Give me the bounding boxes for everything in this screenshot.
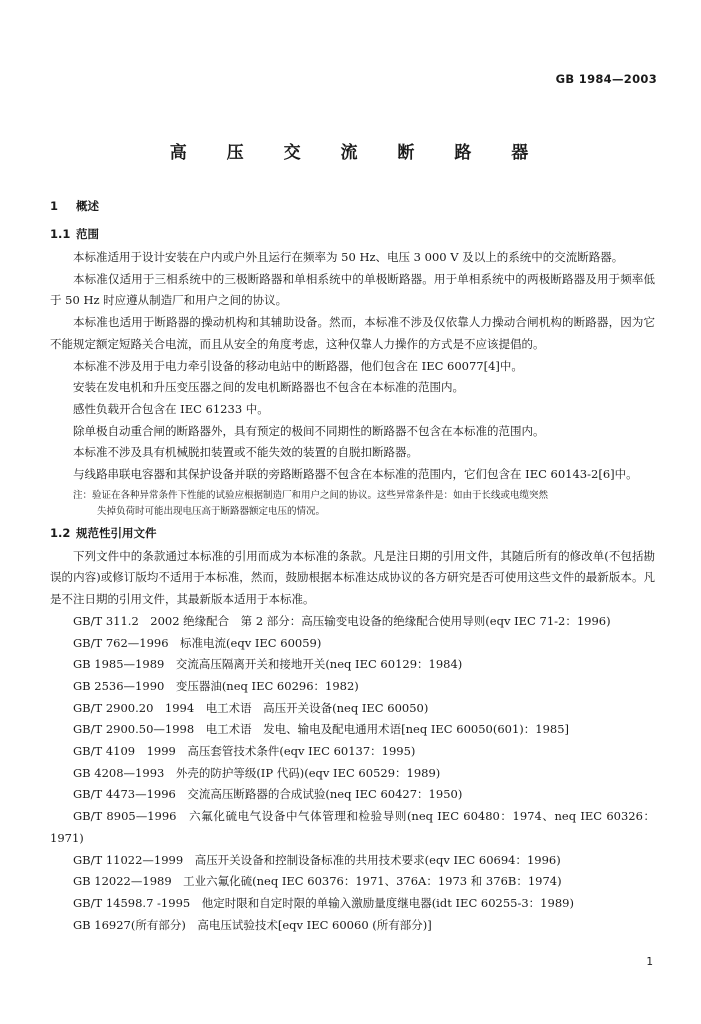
document-body [50, 198, 655, 936]
scope-paragraph: 除单极自动重合闸的断路器外，具有预定的极间不同期性的断路器不包含在本标准的范围内。 [73, 423, 545, 438]
reference-item: GB/T 11022—1999 高压开关设备和控制设备标准的共用技术要求(eqv IEC 60694：1996) [73, 852, 561, 867]
scope-paragraph: 安装在发电机和升压变压器之间的发电机断路器也不包含在本标准的范围内。 [73, 380, 464, 395]
reference-item: GB/T 311.2 2002 绝缘配合 第 2 部分：高压输变电设备的绝缘配合使用导则(eqv IEC 71-2：1996) [73, 613, 611, 628]
section-heading-1-1 [50, 226, 655, 242]
reference-item: GB 4208—1993 外壳的防护等级(IP 代码)(eqv IEC 60529：1989) [73, 765, 441, 780]
reference-item: GB/T 8905—1996 六氟化硫电气设备中气体管理和检验导则(neq IEC 60480：1974、neq IEC 60326：1971) [50, 809, 655, 845]
section-number: 1 [50, 199, 59, 213]
standard-code: GB 1984—2003 [555, 72, 657, 86]
reference-item: GB/T 14598.7 -1995 他定时限和自定时限的单输入激励量度继电器(idt IEC 60255-3：1989) [73, 895, 574, 910]
page-number: 1 [646, 956, 653, 968]
scope-paragraph: 本标准仅适用于三相系统中的三极断路器和单相系统中的单极断路器。用于单相系统中的两极断路器及用于频率低于 50 Hz 时应遵从制造厂和用户之间的协议。 [50, 271, 655, 308]
scope-paragraph: 本标准不涉及用于电力牵引设备的移动电站中的断路器，他们包含在 IEC 60077[4]中。 [73, 358, 523, 373]
section-heading-1-2 [50, 525, 655, 541]
reference-item: GB/T 2900.50—1998 电工术语 发电、输电及配电通用术语[neq IEC 60050(601)：1985] [73, 722, 570, 737]
section-title: 规范性引用文件 [76, 525, 157, 540]
reference-item: GB/T 4109 1999 高压套管技术条件(eqv IEC 60137：1995) [73, 744, 416, 759]
reference-item: GB 16927(所有部分) 高电压试验技术[eqv IEC 60060 (所有部分)] [73, 917, 432, 932]
section-title: 范围 [76, 227, 99, 241]
reference-item: GB/T 762—1996 标准电流(eqv IEC 60059) [73, 635, 322, 650]
note-line-2: 失掉负荷时可能出现电压高于断路器额定电压的情况。 [97, 505, 326, 517]
scope-paragraph: 本标准也适用于断路器的操动机构和其辅助设备。然而，本标准不涉及仅依靠人力操动合闸机构的断路器，因为它不能规定额定短路关合电流，而且从安全的角度考虑，这种仅靠人力操作的方式是不应该提倡的。 [50, 315, 655, 351]
reference-item: GB/T 4473—1996 交流高压断路器的合成试验(neq IEC 60427：1950) [73, 787, 463, 802]
scope-paragraph: 与线路串联电容器和其保护设备并联的旁路断路器不包含在本标准的范围内，它们包含在 IEC 60143-2[6]中。 [73, 467, 638, 482]
scope-paragraph: 本标准适用于设计安装在户内或户外且运行在频率为 50 Hz、电压 3 000 V 及以上的系统中的交流断路器。 [73, 250, 624, 264]
reference-item: GB 1985—1989 交流高压隔离开关和接地开关(neq IEC 60129：1984) [73, 657, 463, 672]
scope-note [73, 488, 655, 520]
scope-paragraph: 感性负载开合包含在 IEC 61233 中。 [73, 401, 269, 416]
references-intro: 下列文件中的条款通过本标准的引用而成为本标准的条款。凡是注日期的引用文件，其随后所有的修改单(不包括勘误的内容)或修订版均不适用于本标准，然而，鼓励根据本标准达成协议的各方研究是否可使用这些文件的最新版本。凡是不注日期的引用文件，其最新版本适用于本标准。 [50, 548, 655, 607]
note-line-1: 注：验证在各种异常条件下性能的试验应根据制造厂和用户之间的协议。这些异常条件是：如由于长线或电缆突然 [73, 489, 549, 501]
section-number: 1.1 [50, 227, 71, 241]
scope-paragraph: 本标准不涉及具有机械脱扣装置或不能失效的装置的自脱扣断路器。 [73, 445, 418, 460]
reference-item: GB/T 2900.20 1994 电工术语 高压开关设备(neq IEC 60050) [73, 700, 429, 715]
reference-item: GB 12022—1989 工业六氟化硫(neq IEC 60376：1971、376A：1973 和 376B：1974) [73, 874, 562, 889]
section-heading-1 [50, 198, 655, 214]
reference-item: GB 2536—1990 变压器油(neq IEC 60296：1982) [73, 678, 359, 693]
section-number: 1.2 [50, 525, 71, 540]
document-title: 高 压 交 流 断 路 器 [169, 143, 546, 163]
section-title: 概述 [76, 199, 99, 213]
